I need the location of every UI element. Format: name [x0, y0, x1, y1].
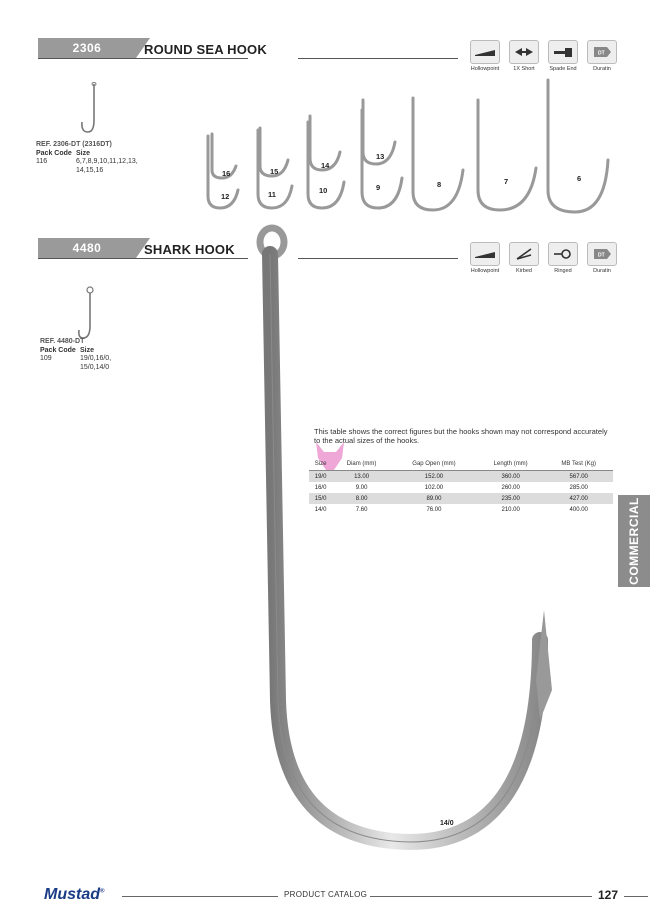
specification-table — [309, 459, 613, 515]
product-code: 4480 — [72, 241, 102, 255]
hook-thumbnail — [78, 80, 108, 140]
hook-size-label: 6 — [577, 174, 582, 183]
product-code: 2306 — [72, 41, 102, 55]
catalog-label: PRODUCT CATALOG — [284, 890, 368, 899]
product-code-tab — [38, 38, 136, 58]
reference-block: REF. 2306-DT (2316DT) Pack Code Size 116 6,7,8,9,10,11,12,13, 14,15,16 — [36, 141, 138, 174]
feature-hollowpoint: Hollowpoint — [470, 242, 500, 274]
feature-kirbed: Kirbed — [509, 242, 539, 274]
brand-logo: Mustad® — [44, 886, 105, 903]
table-row: 19/0 13.00 152.00 360.00 567.00 — [309, 471, 613, 483]
duratin-icon — [591, 247, 613, 261]
category-side-tab — [618, 495, 650, 587]
hook-size-label: 15 — [270, 167, 279, 176]
feature-ringed: Ringed — [548, 242, 578, 274]
hook-size-label: 9 — [376, 183, 381, 192]
feature-spade-end: Spade End — [548, 40, 578, 72]
column-header: Length (mm) — [477, 459, 544, 471]
feature-hollowpoint: Hollowpoint — [470, 40, 500, 72]
divider — [38, 258, 248, 259]
column-header: MB Test (Kg) — [544, 459, 613, 471]
spade-end-icon — [552, 46, 574, 58]
table-row: 14/0 7.60 76.00 210.00 400.00 — [314, 506, 588, 513]
feature-duratin: DT Duratin — [587, 40, 617, 72]
short-shank-icon — [513, 46, 535, 58]
table-row: 15/0 8.00 89.00 235.00 427.00 — [309, 493, 613, 504]
footer-divider — [370, 896, 592, 897]
hook-size-label: 10 — [319, 186, 328, 195]
hook-size-label: 12 — [221, 192, 230, 201]
hook-size-label: 7 — [504, 177, 509, 186]
feature-1x-short: 1X Short — [509, 40, 539, 72]
feature-duratin: DT Duratin — [587, 242, 617, 274]
table-note: This table shows the correct figures but the hooks shown may not correspond accurately to the actual sizes of the hooks. — [314, 427, 608, 445]
hook-size-label: 13 — [376, 152, 385, 161]
hook-size-label: 8 — [437, 180, 442, 189]
svg-text:DT: DT — [598, 50, 605, 57]
reference-code: REF. 4480-DT — [40, 338, 85, 345]
duratin-icon — [591, 45, 613, 59]
reference-code: REF. 2306-DT (2316DT) — [36, 141, 112, 148]
category-label: COMMERCIAL — [627, 497, 641, 585]
product-code-tab — [38, 238, 136, 258]
hook-thumbnail — [76, 284, 106, 342]
table-header-row — [309, 459, 613, 471]
reference-block: REF. 4480-DT Pack Code Size 109 19/0,16/0, 15/0,14/0 — [40, 338, 112, 371]
hook-size-label: 11 — [268, 190, 276, 199]
shark-hook-image — [240, 220, 580, 870]
hook-size-label: 14 — [321, 161, 330, 170]
svg-text:DT: DT — [598, 252, 605, 259]
footer-divider — [624, 896, 648, 897]
column-header: Size — [309, 459, 332, 471]
footer-divider — [122, 896, 278, 897]
hook-size-label: 16 — [222, 169, 231, 178]
divider — [38, 58, 248, 59]
column-header: Diam (mm) — [332, 459, 391, 471]
divider — [298, 58, 458, 59]
column-header: Gap Open (mm) — [391, 459, 477, 471]
hollowpoint-icon — [474, 46, 496, 58]
table-row: 16/0 9.00 102.00 260.00 285.00 — [314, 484, 588, 491]
hook-size-label: 14/0 — [440, 820, 454, 827]
product-title: SHARK HOOK — [144, 242, 235, 257]
product-title: ROUND SEA HOOK — [144, 42, 267, 57]
hook-size-illustration — [200, 70, 620, 220]
page-number: 127 — [598, 888, 619, 902]
